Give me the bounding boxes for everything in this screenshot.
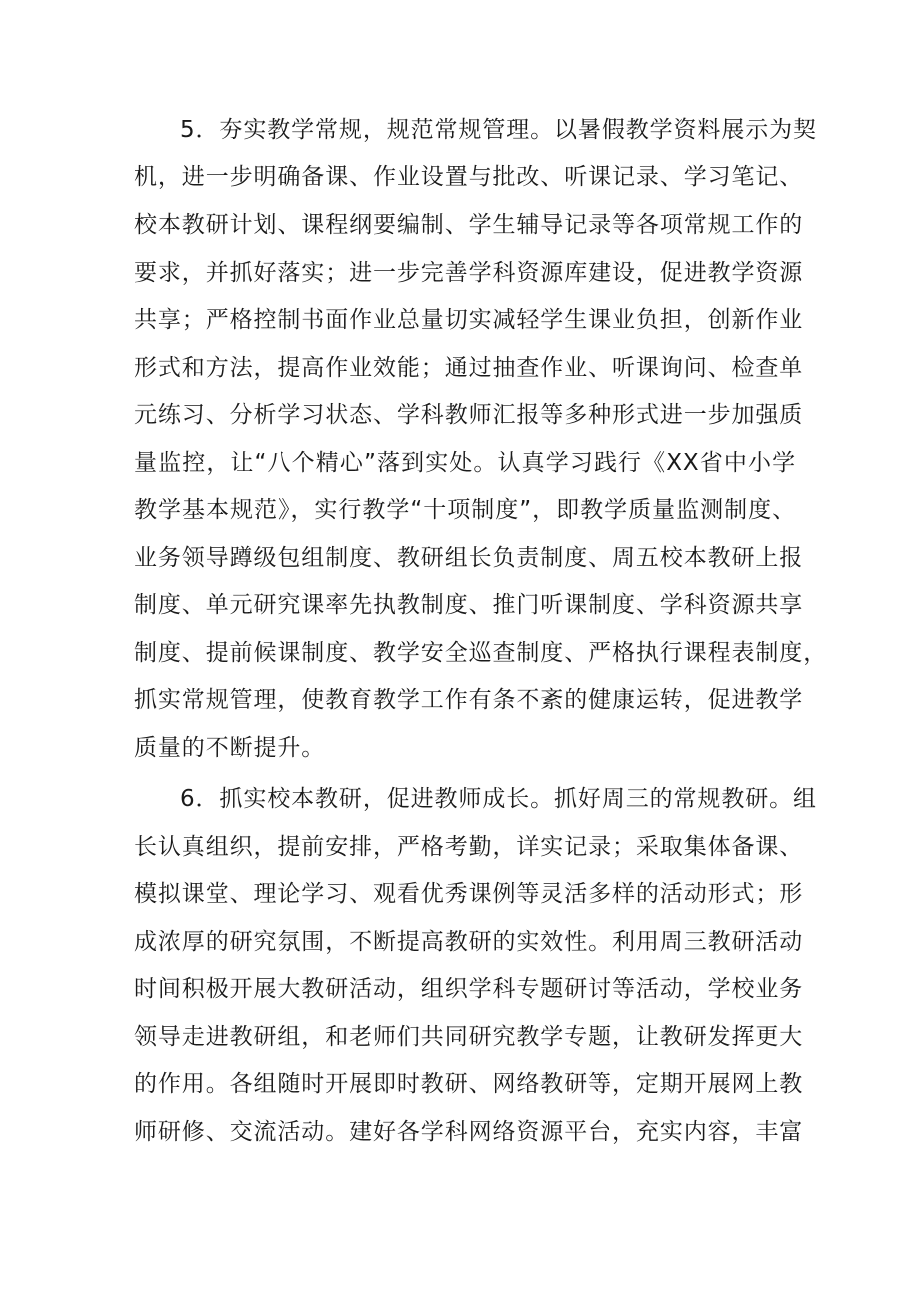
text-line: 教学基本规范》，实行教学“十项制度”，即教学质量监测制度、 [134, 497, 796, 523]
text-line: 5．夯实教学常规，规范常规管理。以暑假教学资料展示为契 [180, 117, 817, 143]
text-line: 长认真组织，提前安排，严格考勤，详实记录；采取集体备课、 [134, 834, 804, 860]
text-line: 要求，并抓好落实；进一步完善学科资源库建设，促进教学资源 [134, 260, 804, 286]
text-line: 制度、单元研究课率先执教制度、推门听课制度、学科资源共享 [134, 592, 804, 618]
text-line: 时间积极开展大教研活动，组织学科专题研讨等活动，学校业务 [134, 976, 804, 1002]
text-line: 的作用。各组随时开展即时教研、网络教研等，定期开展网上教 [134, 1071, 804, 1097]
text-line: 抓实常规管理，使教育教学工作有条不紊的健康运转，促进教学 [134, 687, 804, 713]
text-line: 量监控，让“八个精心”落到实处。认真学习践行《XX省中小学 [134, 450, 796, 476]
text-line: 制度、提前候课制度、教学安全巡查制度、严格执行课程表制度， [134, 640, 828, 666]
text-line: 校本教研计划、课程纲要编制、学生辅导记录等各项常规工作的 [134, 212, 804, 238]
document-body [134, 0, 828, 1301]
text-line: 元练习、分析学习状态、学科教师汇报等多种形式进一步加强质 [134, 402, 804, 428]
text-line: 领导走进教研组，和老师们共同研究教学专题，让教研发挥更大 [134, 1024, 804, 1050]
text-line: 共享；严格控制书面作业总量切实减轻学生课业负担，创新作业 [134, 307, 804, 333]
text-line: 机，进一步明确备课、作业设置与批改、听课记录、学习笔记、 [134, 164, 804, 190]
text-line: 质量的不断提升。 [134, 735, 326, 761]
text-line: 6．抓实校本教研，促进教师成长。抓好周三的常规教研。组 [180, 786, 817, 812]
text-line: 业务领导蹲级包组制度、教研组长负责制度、周五校本教研上报 [134, 545, 804, 571]
text-line: 模拟课堂、理论学习、观看优秀课例等灵活多样的活动形式；形 [134, 881, 804, 907]
text-line: 形式和方法，提高作业效能；通过抽查作业、听课询问、检查单 [134, 355, 804, 381]
text-line: 成浓厚的研究氛围，不断提高教研的实效性。利用周三教研活动 [134, 929, 804, 955]
text-line: 师研修、交流活动。建好各学科网络资源平台，充实内容，丰富 [134, 1119, 804, 1145]
